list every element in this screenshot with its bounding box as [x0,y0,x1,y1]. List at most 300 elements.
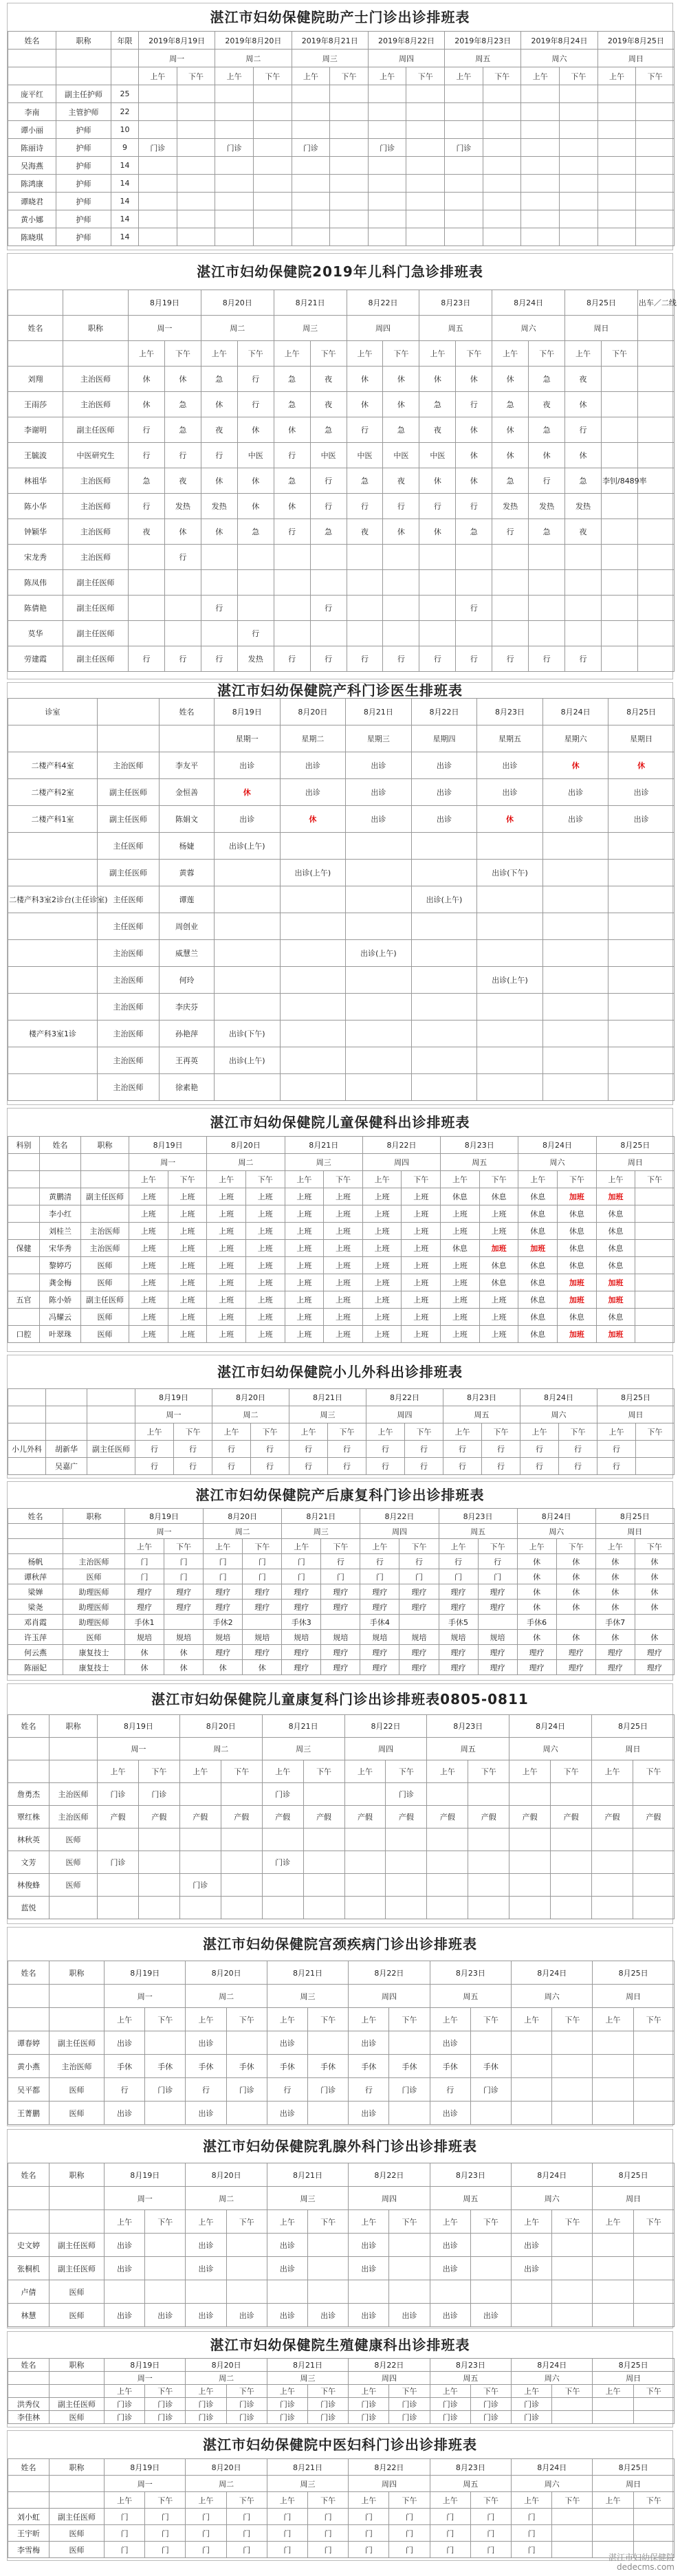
table-cell: 门诊 [445,139,483,157]
header-cell: 8月22日 [366,1389,443,1406]
table-cell [346,1047,412,1074]
table-cell: 休息 [558,1240,597,1257]
table-cell: 主治医师 [63,519,129,545]
table-cell: 行 [559,1458,597,1475]
table-cell: 理疗 [282,1584,321,1600]
schedule-table [8,1714,674,1919]
half-day-label: 上午 [445,67,483,85]
table-cell: 理疗 [282,1600,321,1615]
table-cell [330,85,369,103]
table-cell [215,886,281,913]
half-day-label: 下午 [633,2385,674,2398]
table-cell: 门诊 [512,2398,552,2411]
header-cell: 8月22日 [349,2163,430,2187]
table-cell: 行 [520,1458,559,1475]
table-cell [177,121,215,139]
schedule-table [8,1961,674,2125]
table-cell: 手休 [349,2055,389,2078]
table-cell [633,2257,674,2280]
table-cell: 黄小娜 [8,210,56,228]
header-cell: 8月20日 [179,1715,262,1738]
table-cell [303,1874,344,1897]
table-cell: 出诊(上午) [477,967,543,994]
header-cell: 8月24日 [517,1509,595,1524]
table-cell: 门 [512,2509,552,2525]
table-row [8,210,674,228]
table-row [8,494,674,519]
table-cell: 休 [129,367,165,392]
table-cell [637,417,674,443]
table-cell: 加班 [596,1274,635,1291]
table-cell [237,570,274,596]
table-cell [552,2509,593,2525]
table-cell [597,121,636,139]
header-cell: 周四 [366,1406,443,1423]
table-cell: 门 [267,2542,307,2558]
header-cell: 8月20日 [207,1137,285,1154]
table-cell: 上班 [362,1205,402,1223]
table-cell: 门 [105,2509,145,2525]
header-cell: 周日 [597,1406,674,1423]
table-cell: 林慧 [8,2304,50,2327]
table-cell: 理疗 [360,1645,399,1660]
table-cell: 主治医师 [50,2055,105,2078]
table-cell: 急 [347,468,383,494]
table-cell [542,913,608,940]
table-cell: 急 [492,392,529,417]
half-day-label: 下午 [330,67,369,85]
table-cell: 上班 [324,1257,363,1274]
half-day-label: 下午 [633,2210,674,2234]
table-cell: 休 [492,367,529,392]
table-cell: 主治医师 [98,940,160,967]
empty-cell [8,1539,63,1554]
table-cell: 休 [635,1554,674,1569]
table-cell: 门 [145,2509,186,2525]
table-cell [592,1851,633,1874]
table-cell [347,596,383,621]
table-cell: 上班 [168,1223,207,1240]
table-cell: 二楼产科3室2诊台(主任诊室) [8,886,98,913]
table-cell [552,2304,593,2327]
table-cell: 规培 [282,1630,321,1645]
table-cell: 规培 [478,1630,517,1645]
table-cell: 门 [105,2525,145,2542]
half-day-label: 下午 [308,2008,349,2031]
section-title: 湛江市妇幼保健院2019年儿科门急诊排班表 [197,263,483,280]
table-cell: 上班 [285,1326,324,1343]
empty-cell [637,341,674,367]
table-cell: 门诊 [226,2398,267,2411]
header-cell: 8月21日 [346,699,412,725]
table-cell [635,1240,674,1257]
table-cell [368,121,406,139]
table-cell [635,1188,674,1205]
table-cell [565,596,602,621]
table-cell: 上班 [441,1274,480,1291]
table-row [8,443,674,468]
table-cell: 行 [251,1458,289,1475]
table-cell: 出诊 [105,2234,145,2257]
header-cell [8,2187,50,2210]
empty-cell [8,67,56,85]
table-row [8,1829,674,1851]
table-cell [635,1309,674,1326]
half-day-label: 下午 [389,2008,430,2031]
header-cell: 周三 [267,2372,348,2385]
table-cell [177,157,215,175]
header-cell: 周四 [349,2476,430,2492]
table-row [8,2280,674,2304]
table-cell [483,210,521,228]
table-cell [186,2280,226,2304]
table-cell: 门诊 [470,2398,511,2411]
header-cell: 周四 [347,316,419,341]
table-cell [597,193,636,210]
table-cell: 行 [419,646,456,672]
half-day-label: 上午 [520,1423,559,1441]
table-cell [445,85,483,103]
table-cell [560,85,598,103]
table-cell: 门诊 [215,139,254,157]
table-cell [321,1615,360,1630]
table-row [8,1223,674,1240]
half-day-label: 上午 [521,67,560,85]
table-cell [138,1874,179,1897]
table-cell [633,2102,674,2125]
table-cell: 陈小华 [8,494,63,519]
table-cell: 急 [492,468,529,494]
table-cell: 上班 [324,1223,363,1240]
table-cell: 理疗 [439,1584,478,1600]
header-cell: 周日 [593,2476,674,2492]
table-cell [551,1851,592,1874]
table-cell [521,103,560,121]
table-cell: 王雨莎 [8,392,63,417]
table-cell: 医师 [50,1829,98,1851]
half-day-label: 下午 [552,2008,593,2031]
table-cell: 吴海燕 [8,157,56,175]
table-cell [470,2280,511,2304]
half-day-row [8,2492,674,2509]
half-day-label: 上午 [125,1539,164,1554]
table-cell [177,103,215,121]
table-cell [608,860,674,886]
header-cell: 2019年8月19日 [139,32,215,50]
table-cell [635,1615,674,1630]
table-cell [330,157,369,175]
table-cell: 10 [111,121,139,139]
header-cell [98,699,160,725]
table-row [8,1274,674,1291]
table-cell: 主治医师 [63,545,129,570]
table-cell [406,139,445,157]
table-cell [633,1783,674,1806]
table-cell: 王再英 [160,1047,215,1074]
table-cell [8,1274,40,1291]
header-cell: 8月23日 [441,1137,518,1154]
table-cell: 出诊(上午) [346,940,412,967]
schedule-section [7,1108,673,1352]
table-cell: 理疗 [517,1645,556,1660]
header-cell [40,1154,81,1171]
table-cell: 出诊 [349,2102,389,2125]
table-cell [292,85,330,103]
table-cell: 门诊 [145,2411,186,2424]
table-cell [601,392,637,417]
table-cell: 休 [456,468,492,494]
half-day-label: 下午 [308,2492,349,2509]
table-cell [637,596,674,621]
table-cell: 上班 [129,1257,168,1274]
table-cell: 休 [595,1630,635,1645]
half-day-label: 下午 [552,2210,593,2234]
table-cell: 9 [111,139,139,157]
table-cell: 休 [635,1569,674,1584]
half-day-label: 上午 [186,2210,226,2234]
table-cell: 黄鹏清 [40,1188,81,1205]
table-cell: 医师 [81,1274,129,1291]
table-cell: 门诊 [179,1874,221,1897]
table-cell [483,228,521,246]
table-cell: 理疗 [478,1584,517,1600]
table-cell: 急 [383,417,419,443]
table-cell: 副主任医师 [87,1441,135,1458]
table-cell [608,886,674,913]
table-cell [344,1874,386,1897]
schedule-table [8,31,674,246]
table-cell: 上班 [285,1309,324,1326]
header-cell [50,2372,105,2385]
table-cell [633,2509,674,2525]
table-cell: 门 [349,2542,389,2558]
table-cell: 出诊 [267,2031,307,2055]
table-cell: 手休 [105,2055,145,2078]
table-cell [292,193,330,210]
table-cell: 出诊(下午) [215,1020,281,1047]
table-cell: 上班 [168,1205,207,1223]
table-cell [593,2525,633,2542]
table-cell: 行 [201,596,237,621]
table-cell: 规培 [125,1630,164,1645]
table-cell: 理疗 [243,1600,282,1615]
table-cell: 行 [274,519,310,545]
table-row [8,1660,674,1675]
table-row [8,913,674,940]
header-row [8,32,674,50]
table-cell: 手休 [470,2055,511,2078]
table-cell: 产假 [509,1806,551,1829]
table-cell [411,913,477,940]
table-cell: 医师 [50,1874,98,1897]
half-day-label: 上午 [512,2008,552,2031]
table-cell: 产假 [221,1806,262,1829]
header-cell: 周一 [139,50,215,67]
table-cell [406,121,445,139]
table-cell: 夜 [565,367,602,392]
table-cell: 护师 [56,139,111,157]
table-cell: 上班 [129,1240,168,1257]
header-cell [98,725,160,752]
table-cell: 出诊 [542,779,608,806]
table-cell: 休息 [596,1240,635,1257]
table-cell [445,193,483,210]
half-day-label: 上午 [186,2385,226,2398]
table-cell: 产假 [427,1806,468,1829]
table-cell [215,860,281,886]
table-cell: 门诊 [98,1851,139,1874]
table-row [8,367,674,392]
header-cell: 周一 [105,1985,186,2008]
table-cell [637,570,674,596]
table-cell: 出诊 [608,779,674,806]
table-row [8,1600,674,1615]
table-cell: 理疗 [399,1584,439,1600]
table-cell [512,2078,552,2102]
half-day-label: 上午 [430,2492,470,2509]
table-cell [593,2411,633,2424]
table-cell: 杨婕 [160,833,215,860]
header-cell: 8月25日 [608,699,674,725]
table-cell [139,175,177,193]
header-cell: 周二 [186,1985,267,2008]
header-cell: 职称 [50,1715,98,1738]
table-cell: 门 [125,1569,164,1584]
table-cell [139,103,177,121]
empty-cell [8,1171,40,1188]
half-day-label: 上午 [419,341,456,367]
table-cell: 手休 [226,2055,267,2078]
table-cell: 手休 [389,2055,430,2078]
table-cell: 黎婷巧 [40,1257,81,1274]
table-cell [292,121,330,139]
table-cell [601,570,637,596]
table-cell [637,621,674,646]
header-row [8,2163,674,2187]
table-cell [215,940,281,967]
header-cell [8,725,98,752]
table-cell [560,210,598,228]
table-cell [470,2234,511,2257]
table-cell: 上班 [168,1309,207,1326]
table-cell: 门 [308,2509,349,2525]
table-cell: 主治医师 [98,967,160,994]
table-cell [477,1047,543,1074]
table-cell: 上班 [129,1205,168,1223]
table-cell: 谭晓君 [8,193,56,210]
table-cell: 刘桂兰 [40,1223,81,1240]
schedule-table [8,1388,674,1475]
table-cell [8,1188,40,1205]
table-cell: 医师 [81,1326,129,1343]
table-cell: 上班 [285,1188,324,1205]
header-cell: 职称 [56,32,111,50]
half-day-label: 上午 [430,2210,470,2234]
table-cell: 理疗 [478,1645,517,1660]
header-cell: 8月22日 [349,2459,430,2476]
table-cell: 威慧兰 [160,940,215,967]
table-cell: 理疗 [439,1600,478,1615]
half-day-label: 上午 [201,341,237,367]
table-cell: 上班 [207,1326,246,1343]
table-cell: 加班 [558,1274,597,1291]
table-cell: 出诊 [267,2102,307,2125]
header-cell: 8月24日 [492,290,565,316]
section-title: 湛江市妇幼保健院生殖健康科出诊排班表 [210,2337,470,2353]
table-cell: 杨帆 [8,1554,63,1569]
table-cell: 陈晓琪 [8,228,56,246]
table-cell [477,994,543,1020]
table-cell: 加班 [558,1326,597,1343]
header-cell: 周四 [349,2372,430,2385]
table-row [8,752,674,779]
table-cell: 副主任医师 [63,417,129,443]
header-cell: 周六 [521,50,597,67]
header-cell: 周六 [512,2476,593,2492]
table-cell: 加班 [558,1291,597,1309]
table-cell [512,2280,552,2304]
header-cell: 8月19日 [129,290,201,316]
table-cell: 夜 [201,417,237,443]
table-cell [521,139,560,157]
schedule-section [7,2129,673,2328]
table-cell: 夜 [383,468,419,494]
table-cell [542,994,608,1020]
table-cell [383,570,419,596]
table-cell: 夜 [310,392,347,417]
table-cell [138,1829,179,1851]
table-cell [593,2055,633,2078]
header-cell: 8月20日 [204,1509,282,1524]
header-cell: 2019年8月23日 [445,32,521,50]
header-cell: 8月22日 [349,2359,430,2372]
table-cell [593,2280,633,2304]
half-day-label: 上午 [593,2008,633,2031]
table-row [8,1458,674,1475]
header-cell [8,1389,46,1406]
table-cell [8,833,98,860]
empty-cell [40,1171,81,1188]
table-cell [145,2257,186,2280]
table-cell: 上班 [168,1326,207,1343]
table-cell: 詹勇杰 [8,1783,50,1806]
table-cell [597,210,636,228]
table-cell: 夜 [129,519,165,545]
table-cell: 出诊 [105,2257,145,2280]
header-cell: 周五 [430,2187,511,2210]
table-row [8,2525,674,2542]
table-cell [483,103,521,121]
half-day-label: 上午 [267,2385,307,2398]
table-row [8,596,674,621]
table-cell: 上班 [441,1257,480,1274]
table-cell [633,2304,674,2327]
table-cell [308,2031,349,2055]
header-cell: 姓名 [8,1715,50,1738]
table-cell [601,596,637,621]
half-day-label: 下午 [560,67,598,85]
half-day-label: 上午 [349,2008,389,2031]
table-cell: 门诊 [138,1783,179,1806]
table-cell [346,833,412,860]
table-cell: 主治医师 [98,752,160,779]
table-cell: 上班 [129,1223,168,1240]
header-cell: 周日 [593,1985,674,2008]
half-day-row [8,1539,674,1554]
table-cell [383,596,419,621]
table-cell: 门 [478,1569,517,1584]
header-cell: 周四 [360,1524,439,1539]
